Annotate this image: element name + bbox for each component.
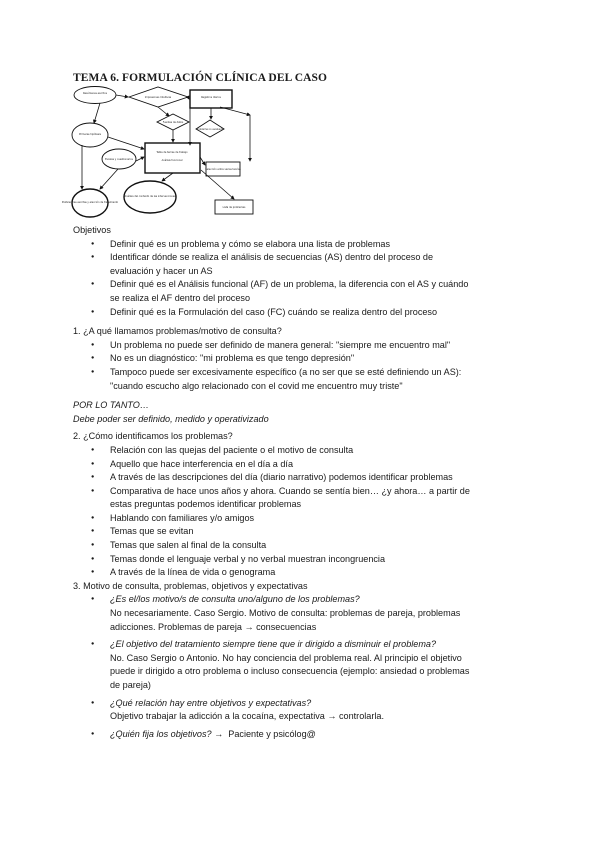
section-1-list <box>73 339 573 393</box>
diagram-label: Análisis funcional <box>161 159 183 162</box>
list-item: ● Comparativa de hace unos años y ahora. Cuando se sentía bien… ¿y ahora… a partir de estas preguntas podemos identificar problemas <box>73 485 573 512</box>
diagram-label: Impresiones Intuitivas <box>144 96 172 99</box>
diagram-label: Selección entre varias teorías <box>205 168 241 171</box>
list-item: ● A través de la línea de vida o genograma <box>73 566 573 580</box>
diagram-label: Primeras hipótesis <box>78 133 102 136</box>
diagram-label: Resúmenes escritos <box>83 92 107 95</box>
section-2-heading: 2. ¿Cómo identificamos los problemas? <box>73 431 233 442</box>
diagram-label: Registros diarios <box>201 96 221 99</box>
list-item: ● Tampoco puede ser excesivamente específico (a no ser que se esté definiendo un AS): "cuando escucho algo relacionado con el covid me encuentro muy triste" <box>73 366 573 393</box>
list-item: ● Identificar dónde se realiza el análisis de secuencias (AS) dentro del proceso de evaluación y hacer un AS <box>73 251 573 278</box>
diagram-label: Escalas y cuestionarios <box>105 158 133 161</box>
list-item: ● A través de las descripciones del día (diario narrativo) podemos identificar problemas <box>73 471 573 485</box>
objectives-list <box>73 238 573 320</box>
diagram-label: Preferencias escritas y elección de tratamiento <box>61 201 119 204</box>
section-3-list <box>73 593 573 741</box>
list-item: ● Definir qué es el Análisis funcional (AF) de un problema, la diferencia con el AS y cuándo se realiza el AF dentro del proceso <box>73 278 573 305</box>
section-1-heading: 1. ¿A qué llamamos problemas/motivo de consulta? <box>73 326 282 337</box>
diagram-label: Problema no evaluado <box>196 128 224 131</box>
list-item: ● ¿Qué relación hay entre objetivos y expectativas? Objetivo trabajar la adicción a la cocaína, expectativa → controlarla. <box>73 697 573 724</box>
definition-text: Debe poder ser definido, medido y operativizado <box>73 413 269 424</box>
list-item: ● Temas que se evitan <box>73 525 573 539</box>
list-item: ● Relación con las quejas del paciente o el motivo de consulta <box>73 444 573 458</box>
list-item: ● ¿Quién fija los objetivos? → Paciente y psicólog@ <box>73 728 573 742</box>
list-item: ● Aquello que hace interferencia en el día a día <box>73 458 573 472</box>
body-text <box>73 224 573 741</box>
diagram-label: Fuentes de datos <box>162 121 184 124</box>
list-item: ● Definir qué es la Formulación del caso (FC) cuándo se realiza dentro del proceso <box>73 306 573 320</box>
list-item: ● No es un diagnóstico: "mi problema es que tengo depresión" <box>73 352 573 366</box>
page-title: TEMA 6. FORMULACIÓN CLÍNICA DEL CASO <box>73 72 328 84</box>
list-item: ● Definir qué es un problema y cómo se elabora una lista de problemas <box>73 238 573 252</box>
objectives-heading: Objetivos <box>73 225 111 235</box>
diagram-label: Tabla de temas de trabajo <box>156 151 188 154</box>
section-2-list <box>73 444 573 580</box>
diagram-label: Lista de problemas <box>222 206 246 209</box>
list-item: ● Temas que salen al final de la consulta <box>73 539 573 553</box>
list-item: ● ¿El objetivo del tratamiento siempre tiene que ir dirigido a disminuir el problema? No. Caso Sergio o Antonio. No hay conciencia del problema real. Al principio el objetivo puede ir dirigido a otro problema o incluso consecuencia (ejemplo: ansiedad o problemas de pareja) <box>73 638 573 692</box>
diagram-label: Análisis del contexto de las intervenciones <box>124 195 176 198</box>
list-item: ● Un problema no puede ser definido de manera general: "siempre me encuentro mal" <box>73 339 573 353</box>
list-item: ● Hablando con familiares y/o amigos <box>73 512 573 526</box>
case-formulation-diagram <box>61 85 260 218</box>
list-item: ● ¿Es el/los motivo/s de consulta uno/alguno de los problemas? No necesariamente. Caso Sergio. Motivo de consulta: problemas de pareja, problemas adicciones. Problemas de pareja → consecuencias <box>73 593 573 634</box>
therefore-text: POR LO TANTO… <box>73 400 149 411</box>
list-item: ● Temas donde el lenguaje verbal y no verbal muestran incongruencia <box>73 553 573 567</box>
section-3-heading: 3. Motivo de consulta, problemas, objetivos y expectativas <box>73 580 308 591</box>
